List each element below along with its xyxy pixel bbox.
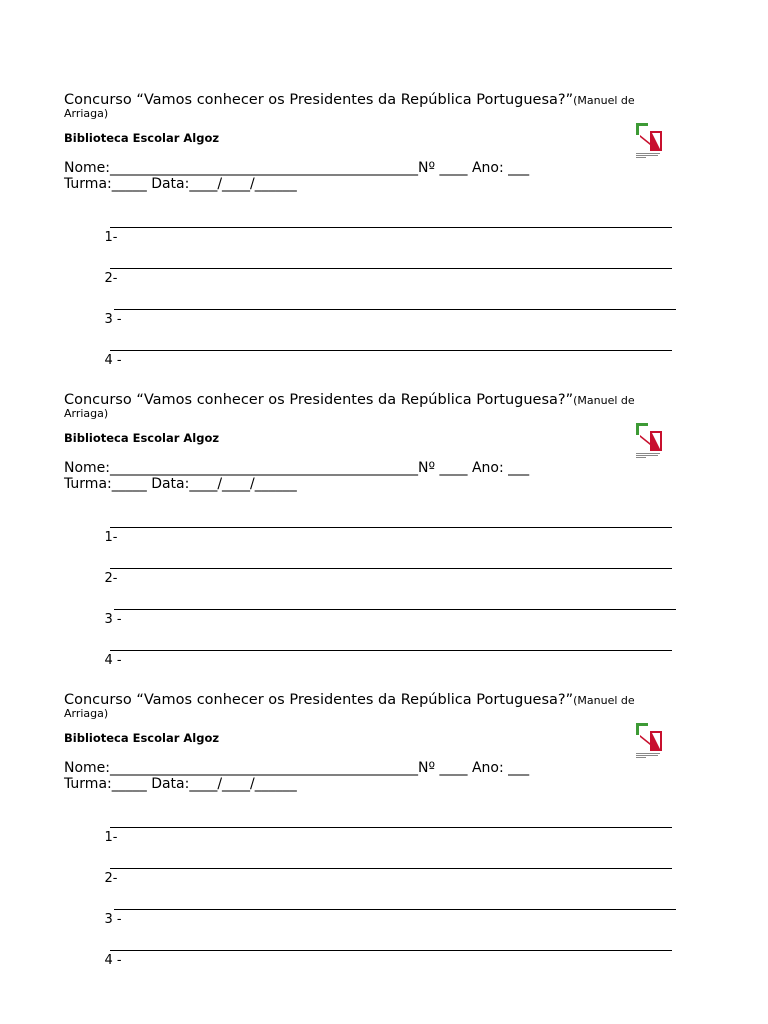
- republic-centenary-logo: [634, 421, 664, 461]
- answer-label: 3 -: [104, 912, 122, 927]
- name-field[interactable]: Nome:____________________________________________Nº ____ Ano: ___: [64, 460, 530, 476]
- answer-line[interactable]: [110, 650, 672, 651]
- answer-line[interactable]: [110, 227, 672, 228]
- form-title-main: Concurso “Vamos conhecer os Presidentes da República Portuguesa?”: [64, 692, 574, 708]
- name-field[interactable]: Nome:____________________________________________Nº ____ Ano: ___: [64, 160, 530, 176]
- answer-label: 1-: [104, 830, 118, 845]
- answer-label: 2-: [104, 571, 118, 586]
- form-block-3: [64, 690, 754, 980]
- form-title-main: Concurso “Vamos conhecer os Presidentes da República Portuguesa?”: [64, 392, 574, 408]
- class-date-field[interactable]: Turma:_____ Data:____/____/______: [64, 776, 297, 792]
- answer-label: 2-: [104, 871, 118, 886]
- form-title-sub: (Manuel de: [573, 94, 635, 107]
- republic-centenary-logo: [634, 721, 664, 761]
- answer-row-4[interactable]: [88, 937, 122, 1001]
- answer-line[interactable]: [110, 568, 672, 569]
- form-title: [64, 90, 635, 110]
- answer-line[interactable]: [114, 609, 676, 610]
- answer-line[interactable]: [114, 909, 676, 910]
- answer-label: 4 -: [104, 953, 122, 968]
- answer-line[interactable]: [110, 827, 672, 828]
- class-date-field[interactable]: Turma:_____ Data:____/____/______: [64, 176, 297, 192]
- form-title-continuation: Arriaga): [64, 107, 109, 120]
- form-title-sub: (Manuel de: [573, 394, 635, 407]
- answer-label: 4 -: [104, 353, 122, 368]
- form-block-1: [64, 90, 754, 380]
- form-title-main: Concurso “Vamos conhecer os Presidentes da República Portuguesa?”: [64, 92, 574, 108]
- library-name: Biblioteca Escolar Algoz: [64, 431, 220, 445]
- answer-label: 3 -: [104, 312, 122, 327]
- library-name: Biblioteca Escolar Algoz: [64, 131, 220, 145]
- answer-label: 2-: [104, 271, 118, 286]
- answer-label: 1-: [104, 230, 118, 245]
- answer-label: 4 -: [104, 653, 122, 668]
- answer-line[interactable]: [114, 309, 676, 310]
- answer-line[interactable]: [110, 350, 672, 351]
- form-title-sub: (Manuel de: [573, 694, 635, 707]
- class-date-field[interactable]: Turma:_____ Data:____/____/______: [64, 476, 297, 492]
- form-block-2: [64, 390, 754, 680]
- answer-line[interactable]: [110, 868, 672, 869]
- answer-label: 3 -: [104, 612, 122, 627]
- answer-label: 1-: [104, 530, 118, 545]
- answer-line[interactable]: [110, 950, 672, 951]
- republic-centenary-logo: [634, 121, 664, 161]
- answer-line[interactable]: [110, 268, 672, 269]
- form-title: [64, 690, 635, 710]
- answer-line[interactable]: [110, 527, 672, 528]
- form-title: [64, 390, 635, 410]
- form-title-continuation: Arriaga): [64, 707, 109, 720]
- form-title-continuation: Arriaga): [64, 407, 109, 420]
- name-field[interactable]: Nome:____________________________________________Nº ____ Ano: ___: [64, 760, 530, 776]
- library-name: Biblioteca Escolar Algoz: [64, 731, 220, 745]
